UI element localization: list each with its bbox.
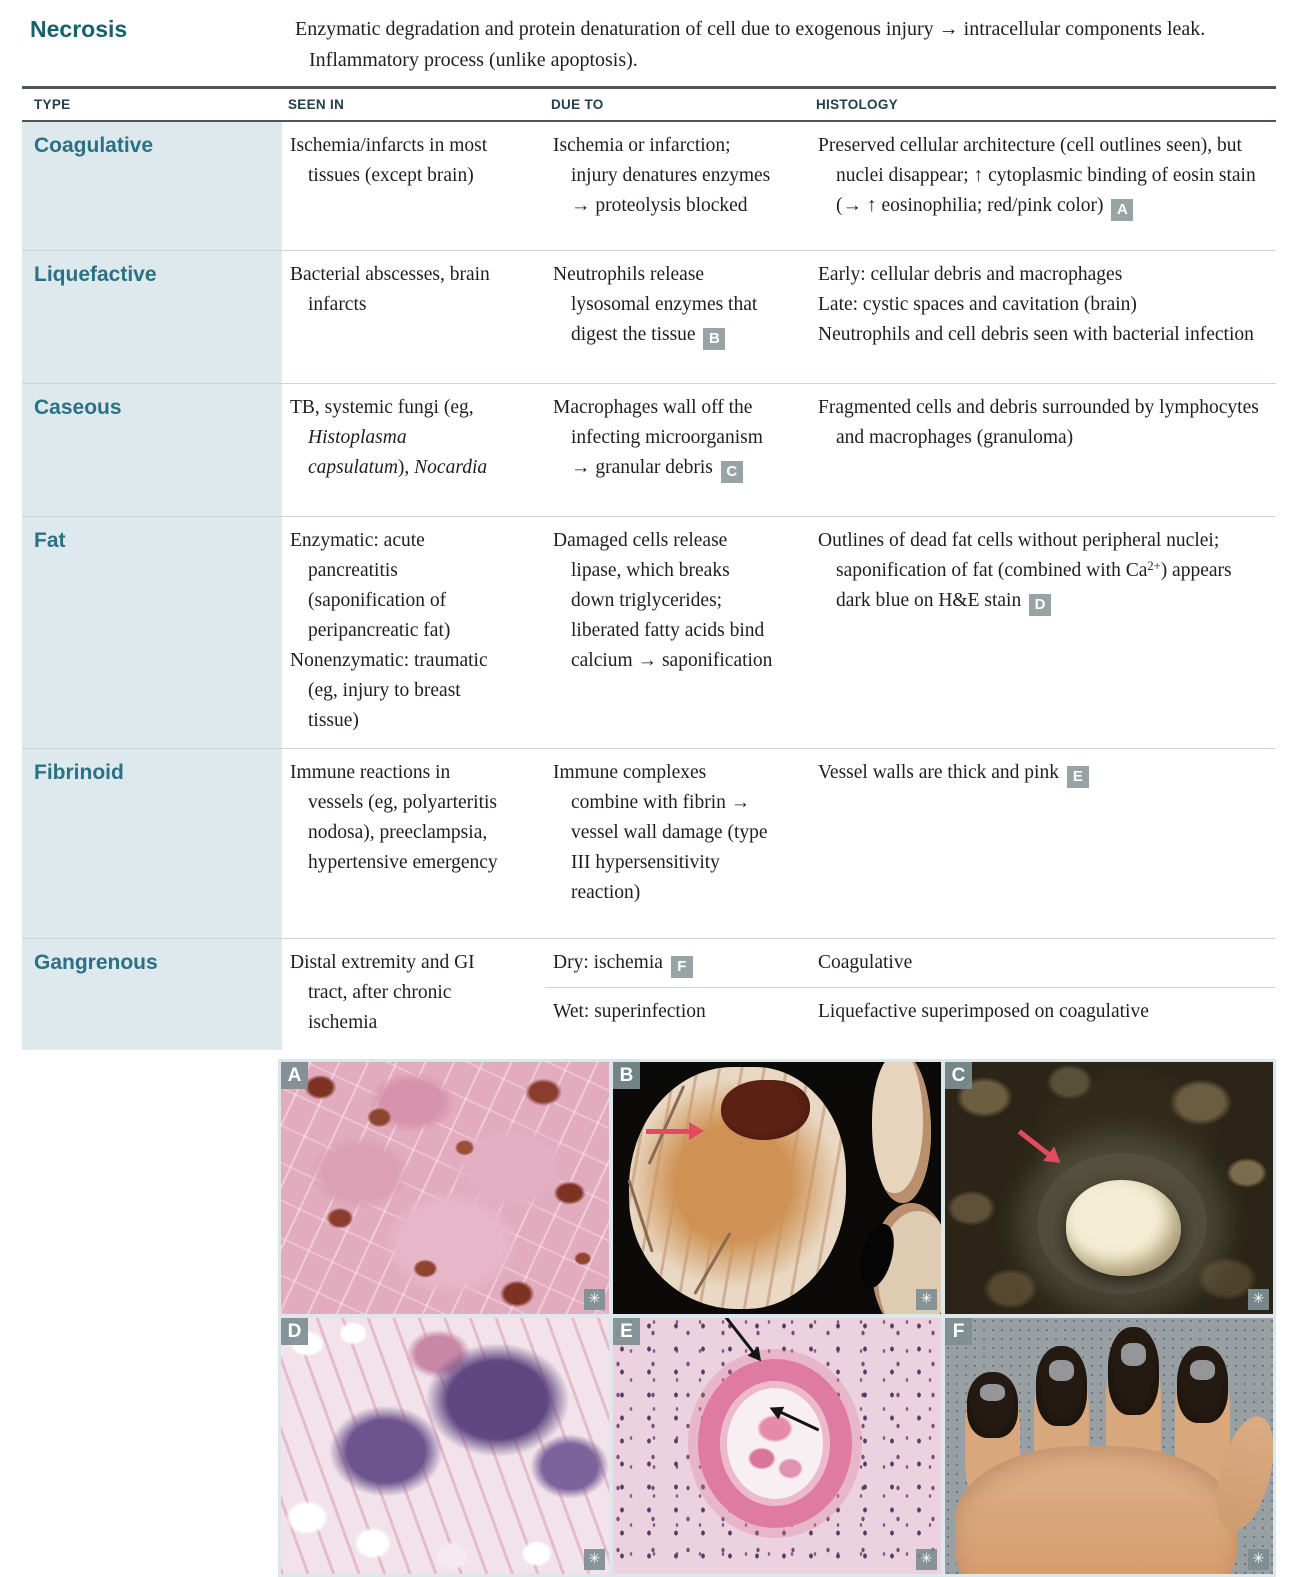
- figure-ref-badge-c: C: [721, 461, 743, 483]
- cell-paragraph: Vessel walls are thick and pink E: [818, 758, 1266, 788]
- gangrenous-tip-shape: [1177, 1346, 1228, 1423]
- seen-in-cell: [282, 749, 545, 938]
- cell-paragraph: Distal extremity and GI tract, after chronic ischemia: [290, 952, 475, 1033]
- histology-cell: [810, 988, 1276, 1036]
- figure-grid: [278, 1059, 1276, 1577]
- cell-paragraph: Immune reactions in vessels (eg, polyarteritis nodosa), preeclampsia, hypertensive emergency: [290, 762, 498, 873]
- gangrenous-tip-shape: [1036, 1346, 1087, 1426]
- figure-panel-d: [281, 1318, 609, 1574]
- dry-gangrene-photo: [945, 1318, 1273, 1574]
- gangrenous-tip-shape: [967, 1372, 1018, 1439]
- figure-ref-badge-a: A: [1111, 199, 1133, 221]
- figure-label-f: F: [945, 1318, 972, 1345]
- figure-panel-c: [945, 1062, 1273, 1314]
- cell-paragraph: Neutrophils and cell debris seen with bacterial infection: [818, 324, 1254, 345]
- figure-label-c: C: [945, 1062, 972, 1089]
- due-to-cell: [545, 988, 810, 1036]
- due-to-cell: [545, 749, 810, 938]
- annotation-arrow-icon: [1014, 1123, 1066, 1169]
- figure-label-d: D: [281, 1318, 308, 1345]
- annotation-arrow-icon: [646, 1122, 704, 1140]
- seen-in-cell: [282, 939, 545, 1050]
- section-description: Enzymatic degradation and protein denaturation of cell due to exogenous injury → intracellular components leak. Inflammatory process (unlike apoptosis).: [295, 18, 1206, 71]
- cell-paragraph: Outlines of dead fat cells without peripheral nuclei; saponification of fat (combined with $Ca^{2+}$) appears dark blue on H&E stain D: [818, 526, 1266, 616]
- cell-paragraph: Ischemia or infarction; injury denatures enzymes → proteolysis blocked: [553, 135, 771, 216]
- table-row-fibrinoid: [22, 748, 1276, 938]
- figure-label-e: E: [613, 1318, 640, 1345]
- fat-necrosis-photo: [281, 1318, 609, 1574]
- cell-paragraph: Early: cellular debris and macrophages: [818, 264, 1123, 285]
- cell-paragraph: Enzymatic: acute pancreatitis (saponification of peripancreatic fat): [290, 530, 451, 641]
- cell-paragraph: Late: cystic spaces and cavitation (brain): [818, 294, 1137, 315]
- cell-paragraph: TB, systemic fungi (eg, Histoplasma capsulatum), Nocardia: [290, 397, 488, 478]
- type-label: Fat: [22, 517, 282, 748]
- nail-shape: [1190, 1360, 1215, 1380]
- asterisk-icon: ✳: [916, 1549, 937, 1570]
- figure-panel-b: [613, 1062, 941, 1314]
- table-row-caseous: [22, 383, 1276, 516]
- cell-paragraph: Bacterial abscesses, brain infarcts: [290, 264, 490, 315]
- liquefactive-necrosis-photo: [613, 1062, 941, 1314]
- column-header-due-to: DUE TO: [551, 97, 604, 112]
- nail-shape: [980, 1384, 1005, 1401]
- cell-paragraph: Neutrophils release lysosomal enzymes that digest the tissue B: [553, 260, 776, 350]
- figure-panel-a: [281, 1062, 609, 1314]
- type-label: Coagulative: [22, 122, 282, 250]
- annotation-arrow-icon: [716, 1318, 768, 1367]
- histology-cell: [810, 749, 1276, 938]
- asterisk-icon: ✳: [916, 1289, 937, 1310]
- nail-shape: [1121, 1343, 1146, 1366]
- cell-paragraph: Wet: superinfection: [553, 1001, 706, 1022]
- vessel-ring-shape: [698, 1359, 852, 1528]
- due-to-cell: [545, 122, 810, 250]
- necrosis-table: [22, 86, 1276, 1050]
- cell-paragraph: Liquefactive superimposed on coagulative: [818, 1001, 1149, 1022]
- coagulative-necrosis-photo: [281, 1062, 609, 1314]
- figure-ref-badge-f: F: [671, 956, 693, 978]
- cell-paragraph: Immune complexes combine with fibrin → vessel wall damage (type III hypersensitivity reaction): [553, 762, 768, 903]
- sub-row-dry: [545, 939, 1276, 987]
- cell-paragraph: Fragmented cells and debris surrounded by lymphocytes and macrophages (granuloma): [818, 397, 1259, 448]
- figure-panel-f: [945, 1318, 1273, 1574]
- asterisk-icon: ✳: [1248, 1289, 1269, 1310]
- histology-cell: [810, 517, 1276, 748]
- fact-header: [22, 0, 1276, 86]
- histology-cell: [810, 122, 1276, 250]
- histology-cell: [810, 384, 1276, 516]
- type-label: Fibrinoid: [22, 749, 282, 938]
- type-label: Gangrenous: [22, 939, 282, 1050]
- figure-ref-badge-b: B: [703, 328, 725, 350]
- asterisk-icon: ✳: [584, 1289, 605, 1310]
- seen-in-cell: [282, 122, 545, 250]
- table-row-fat: [22, 516, 1276, 748]
- seen-in-cell: [282, 384, 545, 516]
- cell-paragraph: Macrophages wall off the infecting microorganism → granular debris C: [553, 393, 776, 483]
- histology-cell: [810, 251, 1276, 383]
- column-header-type: TYPE: [34, 97, 71, 112]
- table-row-gangrenous: [22, 938, 1276, 1050]
- type-label: Liquefactive: [22, 251, 282, 383]
- caseous-necrosis-photo: [945, 1062, 1273, 1314]
- type-label: Caseous: [22, 384, 282, 516]
- gangrenous-tip-shape: [1108, 1327, 1159, 1415]
- fibrinoid-necrosis-photo: [613, 1318, 941, 1574]
- figure-label-a: A: [281, 1062, 308, 1089]
- cell-paragraph: Coagulative: [818, 952, 913, 973]
- table-row-coagulative: [22, 122, 1276, 250]
- cell-paragraph: Dry: ischemia F: [553, 948, 776, 978]
- histology-cell: [810, 939, 1276, 987]
- cell-paragraph: Preserved cellular architecture (cell outlines seen), but nuclei disappear; ↑ cytoplasmic binding of eosin stain (→ ↑ eosinophilia; red/pink color) A: [818, 131, 1266, 221]
- asterisk-icon: ✳: [1248, 1549, 1269, 1570]
- figure-ref-badge-d: D: [1029, 594, 1051, 616]
- column-header-seen-in: SEEN IN: [288, 97, 345, 112]
- table-row-liquefactive: [22, 250, 1276, 383]
- table-header-row: [22, 86, 1276, 122]
- seen-in-cell: [282, 251, 545, 383]
- cell-paragraph: Nonenzymatic: traumatic (eg, injury to breast tissue): [290, 650, 488, 731]
- sub-row-wet: [545, 987, 1276, 1036]
- due-to-cell: [545, 384, 810, 516]
- cell-paragraph: Ischemia/infarcts in most tissues (except brain): [290, 135, 488, 186]
- page-title: Necrosis: [30, 16, 128, 42]
- nail-shape: [1049, 1360, 1074, 1381]
- seen-in-cell: [282, 517, 545, 748]
- due-to-cell: [545, 251, 810, 383]
- figure-label-b: B: [613, 1062, 640, 1089]
- gyrus-shape: [872, 1062, 931, 1203]
- due-to-cell: [545, 517, 810, 748]
- figure-ref-badge-e: E: [1067, 766, 1089, 788]
- due-to-cell: [545, 939, 810, 987]
- palm-shape: [955, 1446, 1237, 1574]
- column-header-histology: HISTOLOGY: [816, 97, 898, 112]
- cell-paragraph: Damaged cells release lipase, which breaks down triglycerides; liberated fatty acids bind calcium → saponification: [553, 530, 773, 671]
- asterisk-icon: ✳: [584, 1549, 605, 1570]
- caseous-mass-shape: [1066, 1180, 1181, 1276]
- gangrenous-sub-rows: [545, 939, 1276, 1050]
- figure-panel-e: [613, 1318, 941, 1574]
